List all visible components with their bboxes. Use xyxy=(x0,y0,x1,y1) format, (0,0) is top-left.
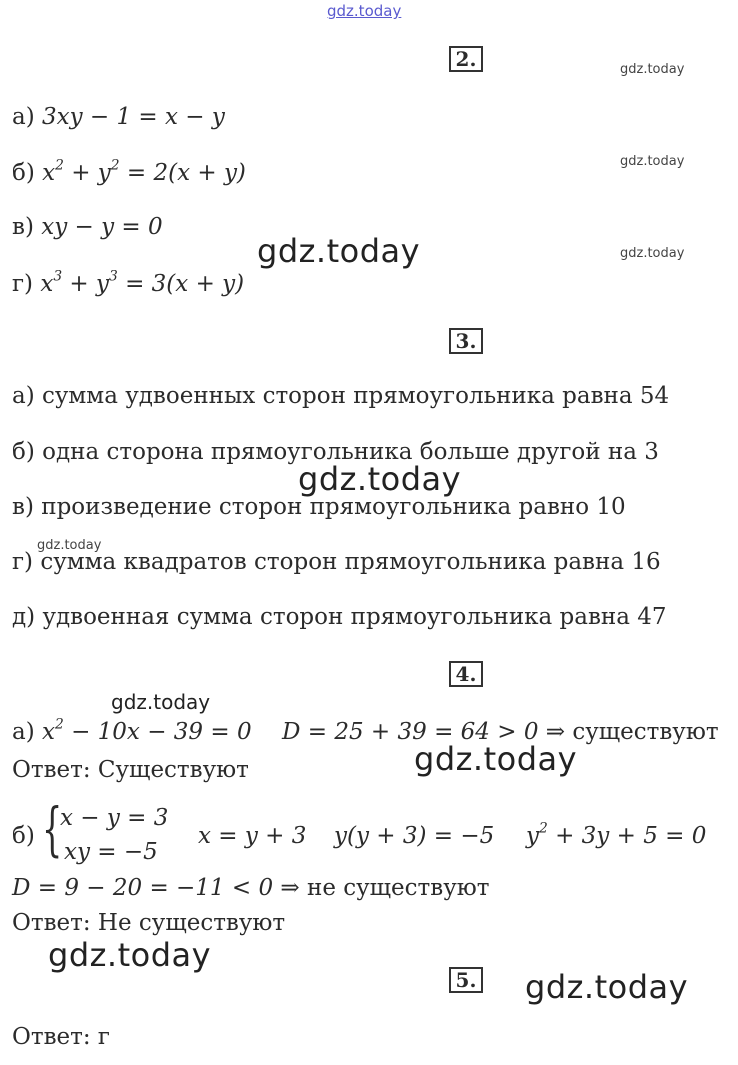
item-label: б) xyxy=(12,823,35,849)
equation: $x^2 + y^2 = 2(x + y)$ xyxy=(42,157,246,186)
system-eq-1: x − y = 3 xyxy=(60,805,169,831)
sec3-item-b: б) одна сторона прямоугольника больше другой на 3 xyxy=(12,439,659,465)
watermark: gdz.today xyxy=(620,62,685,77)
watermark: gdz.today xyxy=(525,968,689,1006)
watermark: gdz.today xyxy=(620,246,685,261)
sec5-answer: Ответ: г xyxy=(12,1024,110,1050)
item-label: г) xyxy=(12,271,41,297)
sec3-item-e: д) удвоенная сумма сторон прямоугольника равна 47 xyxy=(12,604,667,630)
equation: $x^3 + y^3 = 3(x + y)$ xyxy=(40,268,245,297)
equation: xy − y = 0 xyxy=(41,214,163,240)
sec3-item-a: а) сумма удвоенных сторон прямоугольника равна 54 xyxy=(12,383,670,409)
equation: $x^2 - 10x - 39 = 0$ xyxy=(42,716,252,745)
section-number-4: 4. xyxy=(449,661,483,687)
watermark: gdz.today xyxy=(298,460,462,498)
sec2-item-d xyxy=(12,270,244,298)
substitution: x = y + 3 xyxy=(198,823,307,849)
sec2-item-a xyxy=(12,103,225,131)
sec3-item-d: г) сумма квадратов сторон прямоугольника равна 16 xyxy=(12,549,661,575)
section-number-2: 2. xyxy=(449,46,483,72)
watermark: gdz.today xyxy=(257,232,421,270)
sec2-item-c xyxy=(12,213,163,241)
sec2-item-b xyxy=(12,159,246,187)
watermark: gdz.today xyxy=(48,936,212,974)
watermark: gdz.today xyxy=(37,538,102,553)
sec4-answer-b: Ответ: Не существуют xyxy=(12,910,286,936)
equation: 3xy − 1 = x − y xyxy=(42,104,225,130)
item-label: в) xyxy=(12,214,42,240)
sec4-answer-a: Ответ: Существуют xyxy=(12,757,249,783)
quadratic-equation: $y^2 + 3y + 5 = 0$ xyxy=(526,820,707,849)
watermark: gdz.today xyxy=(111,690,211,714)
item-label: б) xyxy=(12,160,43,186)
section-number-3: 3. xyxy=(449,328,483,354)
sec4-discriminant-b: D = 9 − 20 = −11 < 0 ⇒ не существуют xyxy=(12,875,490,901)
section-number-5: 5. xyxy=(449,967,483,993)
watermark-top[interactable]: gdz.today xyxy=(327,2,402,20)
system-brace: { xyxy=(42,795,63,863)
watermark: gdz.today xyxy=(414,740,578,778)
item-label: а) xyxy=(12,719,42,745)
sec3-item-c: в) произведение сторон прямоугольника равно 10 xyxy=(12,494,626,520)
item-label: а) xyxy=(12,104,42,130)
sec4-item-a xyxy=(12,718,252,746)
substituted-equation: y(y + 3) = −5 xyxy=(334,823,495,849)
watermark: gdz.today xyxy=(620,154,685,169)
system-eq-2: xy = −5 xyxy=(64,839,158,865)
sec4-discriminant-a: D = 25 + 39 = 64 > 0 ⇒ существуют xyxy=(282,719,719,745)
